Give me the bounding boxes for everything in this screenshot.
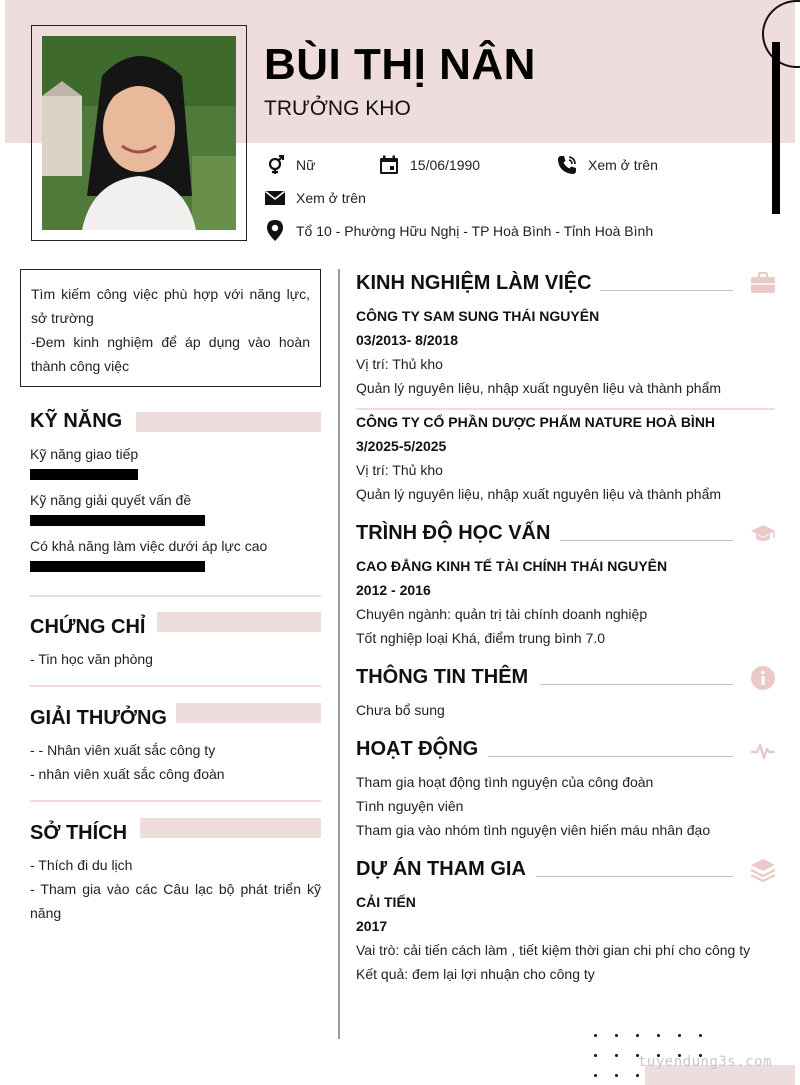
section-line [536,876,733,877]
section-line [560,540,733,541]
briefcase-icon [750,270,776,296]
education-title: TRÌNH ĐỘ HỌC VẤN [356,522,551,544]
job-company: CÔNG TY SAM SUNG THÁI NGUYÊN [356,308,600,324]
objective-line: Tìm kiếm công việc phù hợp với năng lực, sở trường [31,286,310,326]
layers-icon [750,857,776,883]
decorative-dot [594,1074,597,1077]
decorative-dot [615,1054,618,1057]
decorative-dot [636,1034,639,1037]
info-icon [750,665,776,691]
birthday-value: 15/06/1990 [410,157,481,173]
section-line [540,684,733,685]
section-line [488,756,733,757]
projects-title: DỰ ÁN THAM GIA [356,858,526,880]
additional-title: THÔNG TIN THÊM [356,666,529,688]
education-result: Tốt nghiệp loại Khá, điểm trung bình 7.0 [356,630,606,646]
decorative-dot [678,1034,681,1037]
job-period: 3/2025-5/2025 [356,438,447,454]
location-pin-icon [264,220,286,242]
skills-title: KỸ NĂNG [30,410,123,432]
activity-item: Tham gia hoạt động tình nguyện của công đoàn [356,774,654,790]
project-role: Vai trò: cải tiến cách làm , tiết kiệm thời gian chi phí cho công ty [356,942,751,958]
contact-address [264,220,653,242]
education-period: 2012 - 2016 [356,582,431,598]
job-position: Vị trí: Thủ kho [356,462,443,478]
job-period: 03/2013- 8/2018 [356,332,458,348]
experience-title: KINH NGHIỆM LÀM VIỆC [356,272,592,294]
job-position: Vị trí: Thủ kho [356,356,443,372]
calendar-icon [378,154,400,176]
skills-title-bar [136,412,321,432]
email-value: Xem ở trên [296,190,366,206]
job-company: CÔNG TY CỔ PHẦN DƯỢC PHẨM NATURE HOÀ BÌNH [356,414,716,430]
award-item: - - Nhân viên xuất sắc công ty [30,742,216,758]
job-description: Quản lý nguyên liệu, nhập xuất nguyên liệu và thành phẩm [356,380,722,396]
awards-title-bar [176,703,321,723]
certificates-title-bar [157,612,321,632]
hobbies-title: SỞ THÍCH [30,822,128,844]
hobby-item: - Thích đi du lịch [30,857,133,873]
decorative-dot [636,1074,639,1077]
education-major: Chuyên ngành: quản trị tài chính doanh nghiệp [356,606,648,622]
decorative-dot [615,1074,618,1077]
decorative-bar [772,42,780,214]
contact-phone [556,154,658,176]
contact-gender [264,154,315,176]
divider [30,800,321,802]
phone-icon [556,154,578,176]
decorative-dot [594,1034,597,1037]
graduation-cap-icon [750,520,776,546]
address-value: Tổ 10 - Phường Hữu Nghị - TP Hoà Bình - Tỉnh Hoà Bình [296,223,654,239]
certificates-title: CHỨNG CHỈ [30,616,146,638]
objective-line: -Đem kinh nghiệm để áp dụng vào hoàn thành công việc [31,334,310,374]
project-year: 2017 [356,918,388,934]
skill-level-bar [30,469,138,480]
email-icon [264,187,286,209]
section-line [600,290,733,291]
skill-level-bar [30,561,205,572]
activity-item: Tham gia vào nhóm tình nguyện viên hiến máu nhân đạo [356,822,711,838]
education-school: CAO ĐẲNG KINH TẾ TÀI CHÍNH THÁI NGUYÊN [356,558,668,574]
activities-title: HOẠT ĐỘNG [356,738,479,760]
job-description: Quản lý nguyên liệu, nhập xuất nguyên liệu và thành phẩm [356,486,722,502]
candidate-job-title: TRƯỞNG KHO [264,97,411,120]
award-item: - nhân viên xuất sắc công đoàn [30,766,225,782]
divider [30,685,321,687]
decorative-dot [699,1034,702,1037]
skill-label: Kỹ năng giải quyết vấn đề [30,492,192,508]
project-name: CẢI TIẾN [356,894,416,910]
decorative-dot [657,1034,660,1037]
pulse-icon [750,738,776,764]
column-divider [338,269,340,1039]
career-objective [20,269,321,387]
watermark: tuyendung3s.com [638,1054,772,1070]
decorative-dot [594,1054,597,1057]
divider [30,595,321,597]
skill-level-bar [30,515,205,526]
hobbies-title-bar [140,818,321,838]
avatar [42,36,236,230]
project-result: Kết quả: đem lại lợi nhuận cho công ty [356,966,595,982]
skill-label: Có khả năng làm việc dưới áp lực cao [30,538,268,554]
gender-icon [264,154,286,176]
phone-value: Xem ở trên [588,157,658,173]
additional-text: Chưa bổ sung [356,702,445,718]
candidate-name: BÙI THỊ NÂN [264,40,536,89]
certificate-item: - Tin học văn phòng [30,651,153,667]
decorative-dot [615,1034,618,1037]
contact-email [264,187,366,209]
awards-title: GIẢI THƯỞNG [30,707,167,729]
skill-label: Kỹ năng giao tiếp [30,446,139,462]
hobby-item: - Tham gia vào các Câu lạc bộ phát triển kỹ năng [30,881,321,921]
contact-birthday [378,154,480,176]
activity-item: Tình nguyện viên [356,798,464,814]
gender-value: Nữ [296,157,316,173]
